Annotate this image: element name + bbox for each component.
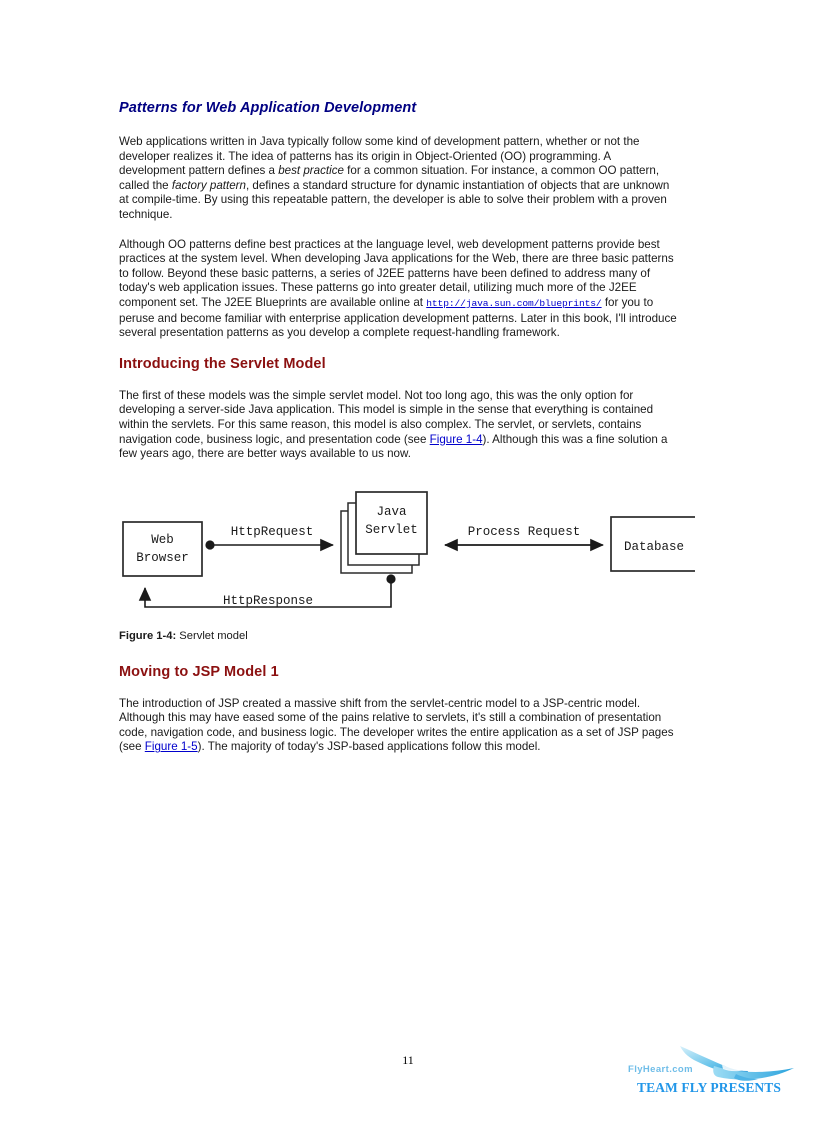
paragraph-text: Web applications written in Java typically follow some kind of development pattern, whether or not the developer realizes it. The idea of patterns has its origin in Object-Oriented (OO) programming. A development pattern defines a <box>119 135 640 178</box>
http-response-label: HttpResponse <box>222 593 314 608</box>
flyheart-logo-block <box>618 1044 796 1106</box>
section-heading-jsp-model-1: Moving to JSP Model 1 <box>119 663 279 680</box>
figure-1-5-link[interactable]: Figure 1-5 <box>144 740 198 754</box>
section-heading-servlet-model: Introducing the Servlet Model <box>119 355 326 372</box>
process-request-label: Process Request <box>467 524 581 539</box>
diagram-node-web-browser <box>123 522 202 576</box>
figure-caption-text: Servlet model <box>176 629 248 642</box>
figure-caption-label: Figure 1-4: <box>119 629 177 642</box>
diagram-node-java-servlet <box>341 492 427 573</box>
paragraph-text: The first of these models was the simple servlet model. Not too long ago, this was the only option for developing a server-side Java application. This model is simple in the sense that everything is contained within the servlets. For this same reason, this model is also complex. The servlet, or servlets, contains navigation code, business logic, and presentation code (see <box>119 388 654 446</box>
paragraph-text: for you to peruse and become familiar with enterprise application development patterns. Later in this book, I'll introduce several presentation patterns as you develop a complete request-handling framework. <box>119 295 677 340</box>
paragraph-text: ). Although this was a fine solution a few years ago, there are better ways available to us now. <box>119 432 668 461</box>
http-request-label: HttpRequest <box>230 524 314 539</box>
paragraph-j2ee-patterns <box>119 238 679 341</box>
page-content <box>119 100 685 755</box>
page-title: Patterns for Web Application Development <box>119 100 417 116</box>
database-label: Database <box>623 539 685 554</box>
emphasis-factory-pattern: factory pattern <box>171 178 246 192</box>
paragraph-jsp-model <box>119 697 679 755</box>
paragraph-text: , defines a standard structure for dynamic instantiation of objects that are unknown at compile-time. By using this repeatable pattern, the developer is able to solve their problem with a proven technique. <box>119 178 670 221</box>
diagram-edge-http-request <box>205 525 333 550</box>
web-browser-label-line2: Browser <box>136 550 189 565</box>
diagram-node-database <box>611 517 695 571</box>
figure-1-4-link[interactable]: Figure 1-4 <box>429 432 483 446</box>
java-servlet-label-line1: Java <box>376 504 407 519</box>
emphasis-best-practice: best practice <box>278 164 344 178</box>
figure-1-4-servlet-model-diagram <box>115 478 695 618</box>
paragraph-intro <box>119 135 679 223</box>
team-fly-presents-text: TEAM FLY PRESENTS <box>637 1080 781 1095</box>
diagram-edge-process-request <box>445 525 603 545</box>
paragraph-text: Although OO patterns define best practices at the language level, web development patterns provide best practices at the system level. When developing Java applications for the Web, there are three basic patterns to follow. Beyond these basic patterns, a series of J2EE patterns have been defined to address many of today's web application issues. These patterns go into greater detail, utilizing much more of the J2EE component set. The J2EE Blueprints are available online at <box>119 237 674 309</box>
paragraph-text: ). The majority of today's JSP-based applications follow this model. <box>197 740 541 754</box>
web-browser-label-line1: Web <box>151 532 174 547</box>
paragraph-text: for a common situation. For instance, a common OO pattern, called the <box>119 164 660 192</box>
blueprints-url-link[interactable]: http://java.sun.com/blueprints/ <box>426 297 602 309</box>
figure-1-4-caption <box>119 630 679 642</box>
diagram-edge-http-response <box>145 574 396 608</box>
paragraph-servlet-model <box>119 389 679 462</box>
flyheart-wordmark: FlyHeart.com <box>628 1064 693 1075</box>
page-number: 11 <box>402 1053 414 1067</box>
java-servlet-label-line2: Servlet <box>365 522 418 537</box>
paragraph-text: The introduction of JSP created a massive shift from the servlet-centric model to a JSP-centric model. Although this may have eased some of the pains relative to servlets, it's still a combination of presentation code, navigation code, and business logic. The developer writes the entire application as a set of JSP pages (see <box>119 696 674 754</box>
